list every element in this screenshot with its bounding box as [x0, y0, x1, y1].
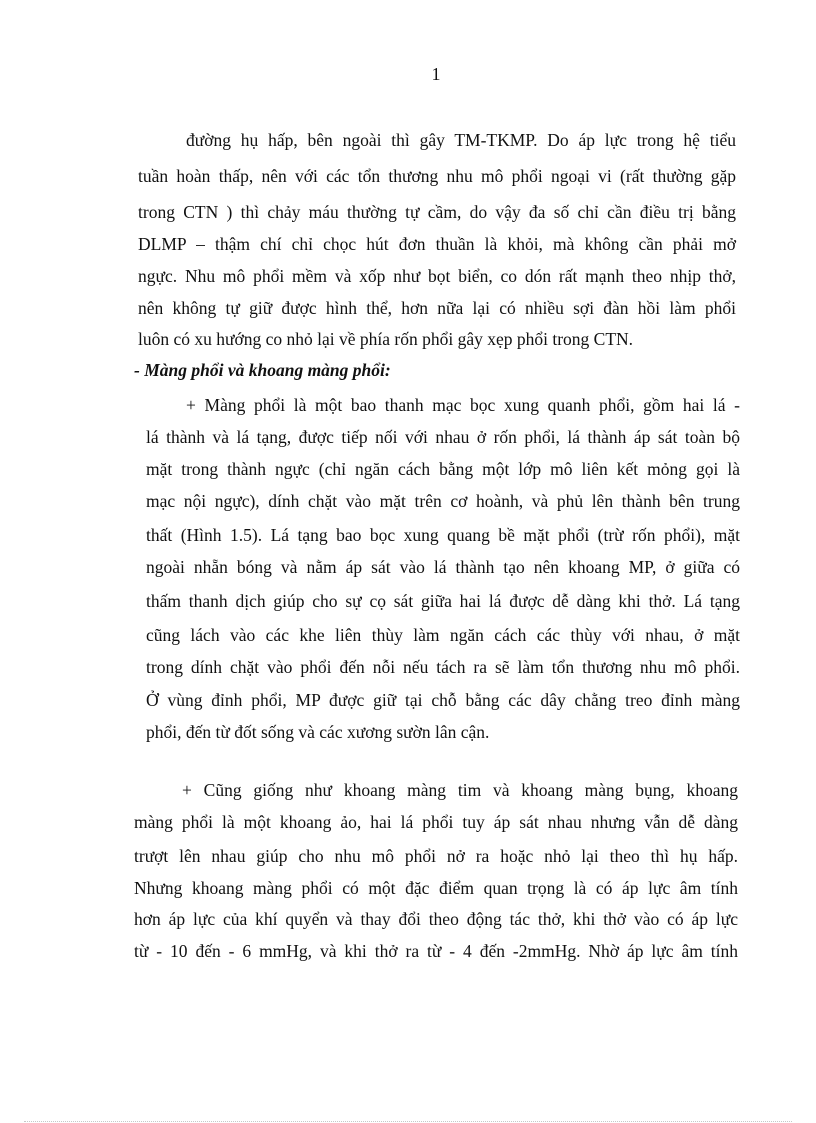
text-line: mặt trong thành ngực (chỉ ngăn cách bằng một lớp mô liên kết mỏng gọi là [146, 459, 740, 479]
text-line: ngực. Nhu mô phổi mềm và xốp như bọt biển, co dón rất mạnh theo nhịp thở, [138, 266, 736, 286]
text-line: DLMP – thậm chí chỉ chọc hút đơn thuần là khỏi, mà không cần phải mở [138, 234, 736, 254]
text-line: trượt lên nhau giúp cho nhu mô phổi nở ra hoặc nhỏ lại theo thì hụ hấp. [134, 846, 738, 866]
text-line: Ở vùng đỉnh phổi, MP được giữ tại chỗ bằng các dây chằng treo đỉnh màng [146, 690, 740, 710]
text-line: + Cũng giống như khoang màng tim và khoang màng bụng, khoang [182, 780, 738, 800]
page-bottom-divider [24, 1121, 792, 1122]
text-line: tuần hoàn thấp, nên với các tổn thương nhu mô phổi ngoại vi (rất thường gặp [138, 166, 736, 186]
text-line: phổi, đến từ đốt sống và các xương sườn lân cận. [146, 722, 490, 742]
text-line: mạc nội ngực), dính chặt vào mặt trên cơ hoành, và phủ lên thành bên trung [146, 491, 740, 511]
text-line: đường hụ hấp, bên ngoài thì gây TM-TKMP. Do áp lực trong hệ tiểu [186, 130, 736, 150]
text-line: lá thành và lá tạng, được tiếp nối với nhau ở rốn phổi, lá thành áp sát toàn bộ [146, 427, 740, 447]
section-heading: - Màng phổi và khoang màng phổi: [134, 360, 391, 380]
text-line: cũng lách vào các khe liên thùy làm ngăn cách các thùy với nhau, ở mặt [146, 625, 740, 645]
text-line: + Màng phổi là một bao thanh mạc bọc xung quanh phổi, gồm hai lá - [186, 395, 740, 415]
text-line: thấm thanh dịch giúp cho sự cọ sát giữa hai lá được dễ dàng khi thở. Lá tạng [146, 591, 740, 611]
text-line: nên không tự giữ được hình thể, hơn nữa lại có nhiều sợi đàn hồi làm phổi [138, 298, 736, 318]
text-line: thất (Hình 1.5). Lá tạng bao bọc xung quang bề mặt phổi (trừ rốn phổi), mặt [146, 525, 740, 545]
text-line: trong dính chặt vào phổi đến nỗi nếu tách ra sẽ làm tổn thương nhu mô phổi. [146, 657, 740, 677]
text-line: ngoài nhẵn bóng và nằm áp sát vào lá thành tạo nên khoang MP, ở giữa có [146, 557, 740, 577]
text-line: từ - 10 đến - 6 mmHg, và khi thở ra từ - 4 đến -2mmHg. Nhờ áp lực âm tính [134, 941, 738, 961]
text-line: luôn có xu hướng co nhỏ lại về phía rốn phổi gây xẹp phổi trong CTN. [138, 329, 634, 349]
text-line: Nhưng khoang màng phổi có một đặc điểm quan trọng là có áp lực âm tính [134, 878, 738, 898]
text-line: hơn áp lực của khí quyển và thay đổi theo động tác thở, khi thở vào có áp lực [134, 909, 738, 929]
page-number: 1 [431, 64, 441, 84]
text-line: trong CTN ) thì chảy máu thường tự cầm, do vậy đa số chỉ cần điều trị bằng [138, 202, 736, 222]
text-line: màng phổi là một khoang ảo, hai lá phổi tuy áp sát nhau nhưng vẫn dễ dàng [134, 812, 738, 832]
